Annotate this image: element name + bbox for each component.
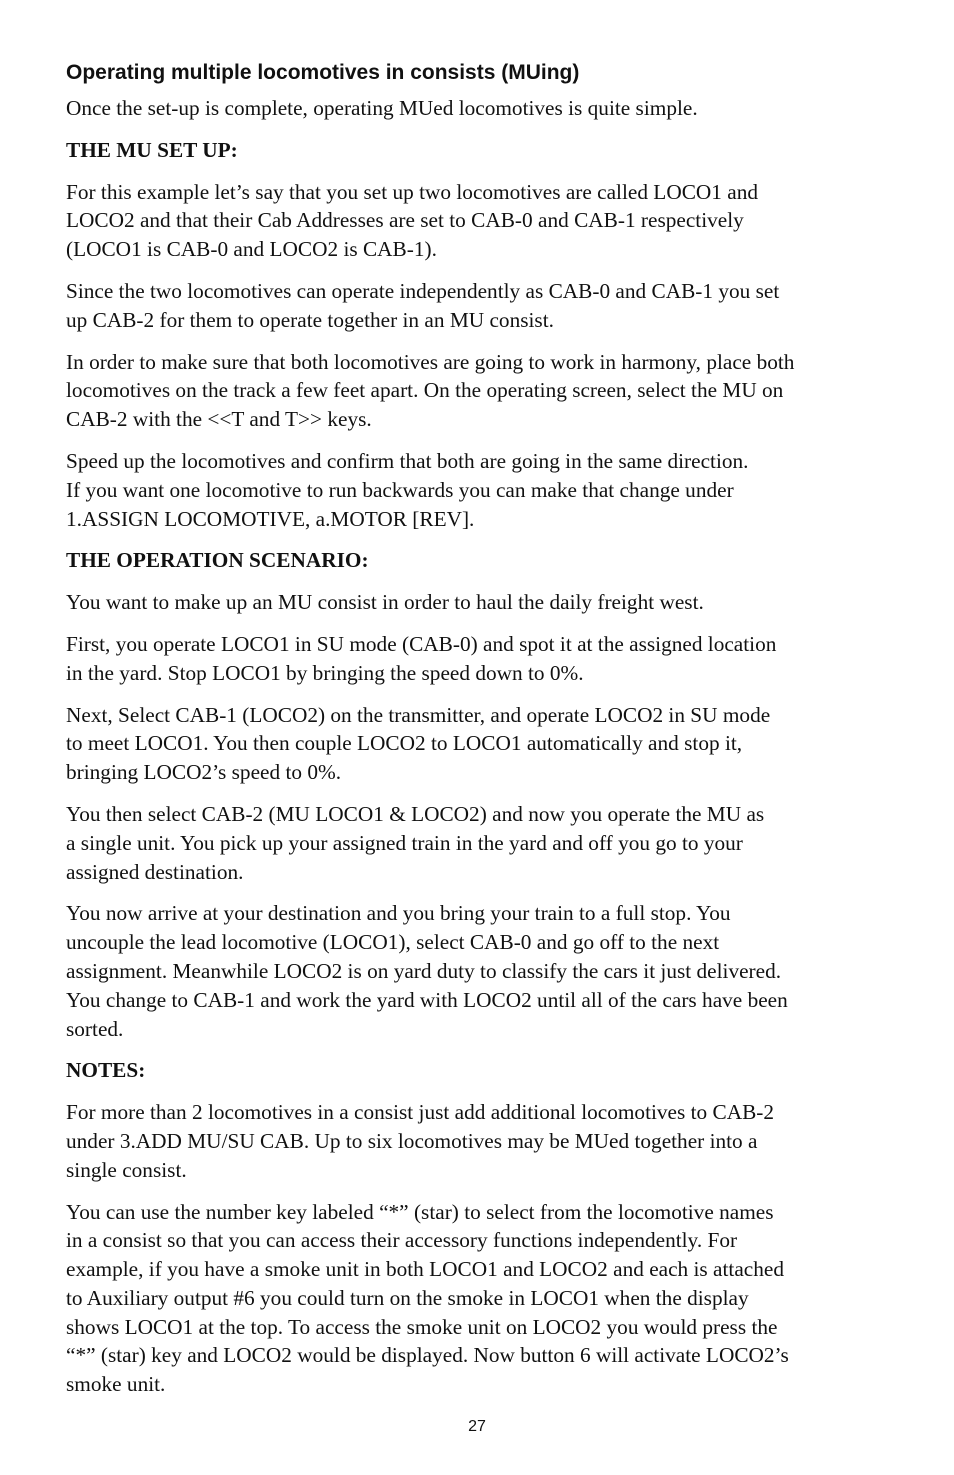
document-page <box>66 58 892 1412</box>
notes-heading: NOTES: <box>66 1058 146 1083</box>
intro-paragraph: Once the set-up is complete, operating MUed locomotives is quite simple. <box>66 96 698 120</box>
scenario-paragraph-cab2: You then select CAB-2 (MU LOCO1 & LOCO2) and now you operate the MU as a single unit. You pick up your assigned train in the yard and off you go to your assigned destination. <box>66 801 765 884</box>
setup-paragraph-cab-addresses: For this example let’s say that you set up two locomotives are called LOCO1 and LOCO2 and that their Cab Addresses are set to CAB-0 and CAB-1 respectively (LOCO1 is CAB-0 and LOCO2 is CAB-1). <box>66 179 759 262</box>
scenario-paragraph-goal: You want to make up an MU consist in order to haul the daily freight west. <box>66 590 704 615</box>
setup-paragraph-cab2: Since the two locomotives can operate independently as CAB-0 and CAB-1 you set up CAB-2 for them to operate together in an MU consist. <box>66 278 780 332</box>
scenario-paragraph-loco2: Next, Select CAB-1 (LOCO2) on the transmitter, and operate LOCO2 in SU mode to meet LOCO1. You then couple LOCO2 to LOCO1 automatically and stop it, bringing LOCO2’s speed to 0%. <box>66 702 771 785</box>
mu-setup-heading: THE MU SET UP: <box>66 137 238 162</box>
scenario-paragraph-destination: You now arrive at your destination and you bring your train to a full stop. You uncouple the lead locomotive (LOCO1), select CAB-0 and go off to the next assignment. Meanwhile LOCO2 is on yard duty to classify the cars it just delivered. You change to CAB-1 and work the yard with LOCO2 until all of the cars have been sorted. <box>66 901 788 1041</box>
section-title: Operating multiple locomotives in consists (MUing) <box>66 61 580 84</box>
setup-paragraph-direction: Speed up the locomotives and confirm that both are going in the same direction. If you want one locomotive to run backwards you can make that change under 1.ASSIGN LOCOMOTIVE, a.MOTOR [REV]. <box>66 448 749 531</box>
setup-paragraph-harmony: In order to make sure that both locomotives are going to work in harmony, place both locomotives on the track a few feet apart. On the operating screen, select the MU on CAB-2 with the <<T and T>> keys. <box>66 349 795 432</box>
notes-paragraph-consist: For more than 2 locomotives in a consist just add additional locomotives to CAB-2 under 3.ADD MU/SU CAB. Up to six locomotives may be MUed together into a single consist. <box>66 1100 775 1182</box>
scenario-paragraph-loco1: First, you operate LOCO1 in SU mode (CAB-0) and spot it at the assigned location in the yard. Stop LOCO1 by bringing the speed down to 0%. <box>66 631 777 685</box>
operation-scenario-heading: THE OPERATION SCENARIO: <box>66 548 369 573</box>
page-number: 27 <box>468 1418 486 1435</box>
notes-paragraph-star-key: You can use the number key labeled “*” (star) to select from the locomotive names in a consist so that you can access their accessory functions independently. For example, if you have a smoke unit in both LOCO1 and LOCO2 and each is attached to Auxiliary output #6 you could turn on the smoke in LOCO1 when the display shows LOCO1 at the top. To access the smoke unit on LOCO2 you would press the “*” (star) key and LOCO2 would be displayed. Now button 6 will activate LOCO2’s smoke unit. <box>66 1199 789 1397</box>
